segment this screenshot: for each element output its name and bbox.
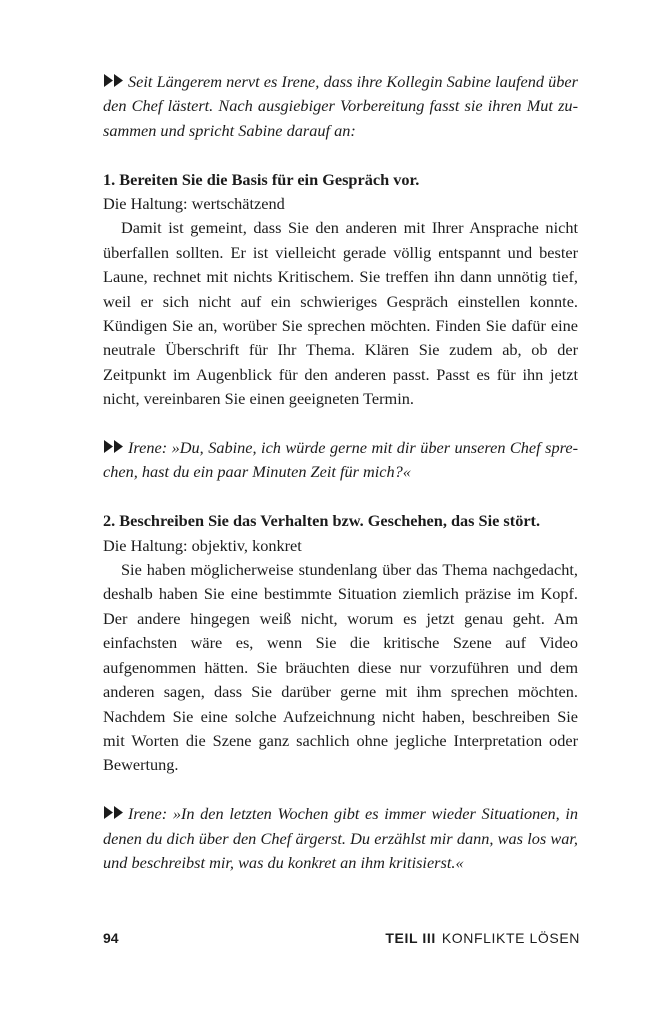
section-2-attitude: Die Haltung: objektiv, konkret xyxy=(103,535,302,555)
section-1-example-text: Irene: »Du, Sabine, ich würde gerne mit dir über unseren Chef sprechen, hast du ein paar Minuten Zeit für mich?« xyxy=(103,438,578,482)
intro-text: Seit Längerem nervt es Irene, dass ihre Kollegin Sabine laufend über den Chef lästert. Nach ausgiebiger Vorbereitung fasst sie ihren Mut zusammen und spricht Sabine darauf an: xyxy=(103,72,578,140)
section-1-body: Damit ist gemeint, dass Sie den anderen mit Ihrer Ansprache nicht überfallen sollten. Er ist vielleicht gerade völlig entspannt und bester Laune, rechnet mit nichts Kritischem. Sie treffen ihn dann unnötig tief, weil er sich nicht auf ein schwieriges Gespräch einstellen konnte. Kündigen Sie an, worüber Sie sprechen möchten. Finden Sie dafür eine neutrale Überschrift für Ihr Thema. Klären Sie zudem ab, ob der Zeitpunkt im Augenblick für den anderen passt. Passt es für ihn jetzt nicht, vereinbaren Sie einen geeigneten Termin. xyxy=(103,218,578,409)
section-1-example xyxy=(103,436,578,485)
section-2-example xyxy=(103,802,578,875)
double-play-arrow-icon xyxy=(103,439,125,454)
section-2-body: Sie haben möglicherweise stundenlang über das Thema nachgedacht, deshalb haben Sie eine bestimmte Situation ziemlich präzise im Kopf. Der andere hingegen weiß nicht, worum es jetzt genau geht. Am einfachsten wäre es, wenn Sie die kritische Szene auf Video aufgenommen hätten. Sie bräuchten diese nur vorzuführen und dem anderen sagen, dass Sie darüber gerne mit ihm sprechen möchten. Nachdem Sie eine solche Aufzeichnung nicht haben, beschreiben Sie mit Worten die Szene ganz sachlich ohne jegliche Interpretation oder Bewertung. xyxy=(103,560,578,775)
intro-example xyxy=(103,70,578,143)
double-play-arrow-icon xyxy=(103,805,125,820)
book-page xyxy=(103,70,578,875)
double-play-arrow-icon xyxy=(103,73,125,88)
section-2-example-text: Irene: »In den letzten Wochen gibt es immer wieder Situationen, in denen du dich über den Chef ärgerst. Du erzählst mir dann, was los war, und beschreibst mir, was du konkret an ihm kritisierst.« xyxy=(103,804,578,872)
part-label: TEIL III xyxy=(385,930,436,946)
section-1-attitude: Die Haltung: wertschätzend xyxy=(103,194,285,214)
part-title: KONFLIKTE LÖSEN xyxy=(441,930,580,946)
section-2-heading: 2. Beschreiben Sie das Verhalten bzw. Geschehen, das Sie stört. xyxy=(103,511,541,531)
page-number: 94 xyxy=(103,930,119,946)
section-1-heading: 1. Bereiten Sie die Basis für ein Gespräch vor. xyxy=(103,169,420,189)
running-head xyxy=(385,930,580,946)
